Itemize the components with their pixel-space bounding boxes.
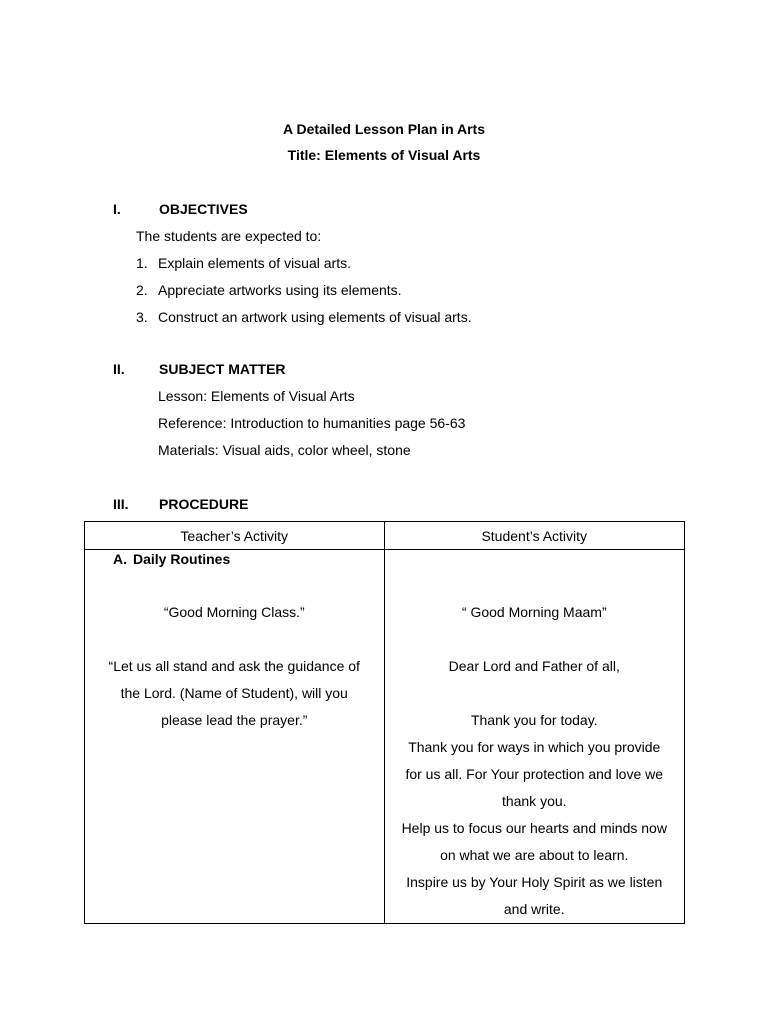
objective-text: Appreciate artworks using its elements. <box>158 282 402 298</box>
procedure-number: III. <box>113 496 129 512</box>
objective-item <box>136 282 402 298</box>
student-line: Inspire us by Your Holy Spirit as we listen <box>406 874 663 890</box>
teacher-line: “Good Morning Class.” <box>163 604 305 620</box>
objective-text: Construct an artwork using elements of visual arts. <box>158 309 472 325</box>
student-line: for us all. For Your protection and love we <box>405 766 664 782</box>
objectives-intro: The students are expected to: <box>136 228 322 244</box>
routine-letter: A. <box>113 551 127 567</box>
student-line: thank you. <box>501 793 567 809</box>
teacher-line: the Lord. (Name of Student), will you <box>120 685 348 701</box>
student-activity-header: Student’s Activity <box>384 522 685 550</box>
student-line: Dear Lord and Father of all, <box>448 658 620 674</box>
objective-number: 3. <box>136 309 148 325</box>
objectives-heading <box>113 201 248 217</box>
objective-number: 2. <box>136 282 148 298</box>
subject-matter-heading <box>113 361 286 377</box>
document-subtitle: Title: Elements of Visual Arts <box>287 147 481 163</box>
subject-matter-title: SUBJECT MATTER <box>159 361 286 377</box>
document-title: A Detailed Lesson Plan in Arts <box>282 121 485 137</box>
objective-number: 1. <box>136 255 148 271</box>
teacher-line: “Let us all stand and ask the guidance of <box>108 658 360 674</box>
daily-routines-heading <box>113 551 230 567</box>
objective-item <box>136 309 472 325</box>
student-line: Thank you for ways in which you provide <box>408 739 661 755</box>
procedure-table <box>84 521 685 924</box>
teacher-activity-header: Teacher’s Activity <box>85 522 385 550</box>
teacher-line: please lead the prayer.” <box>161 712 308 728</box>
objectives-title: OBJECTIVES <box>159 201 248 217</box>
objective-item <box>136 255 351 271</box>
student-line: Help us to focus our hearts and minds now <box>401 820 667 836</box>
objective-text: Explain elements of visual arts. <box>158 255 351 271</box>
teacher-activity-cell <box>85 550 385 924</box>
lesson-line: Lesson: Elements of Visual Arts <box>158 388 355 404</box>
student-line: Thank you for today. <box>470 712 598 728</box>
table-row <box>85 550 685 924</box>
student-line: on what we are about to learn. <box>440 847 629 863</box>
subject-matter-number: II. <box>113 361 125 377</box>
student-line: “ Good Morning Maam” <box>461 604 607 620</box>
procedure-title: PROCEDURE <box>159 496 249 512</box>
table-header-row <box>85 522 685 550</box>
reference-line: Reference: Introduction to humanities page 56-63 <box>158 415 466 431</box>
materials-line: Materials: Visual aids, color wheel, stone <box>158 442 411 458</box>
procedure-heading <box>113 496 248 512</box>
student-line: and write. <box>503 901 565 917</box>
student-activity-cell <box>384 550 685 924</box>
routine-label: Daily Routines <box>133 551 231 567</box>
objectives-number: I. <box>113 201 121 217</box>
